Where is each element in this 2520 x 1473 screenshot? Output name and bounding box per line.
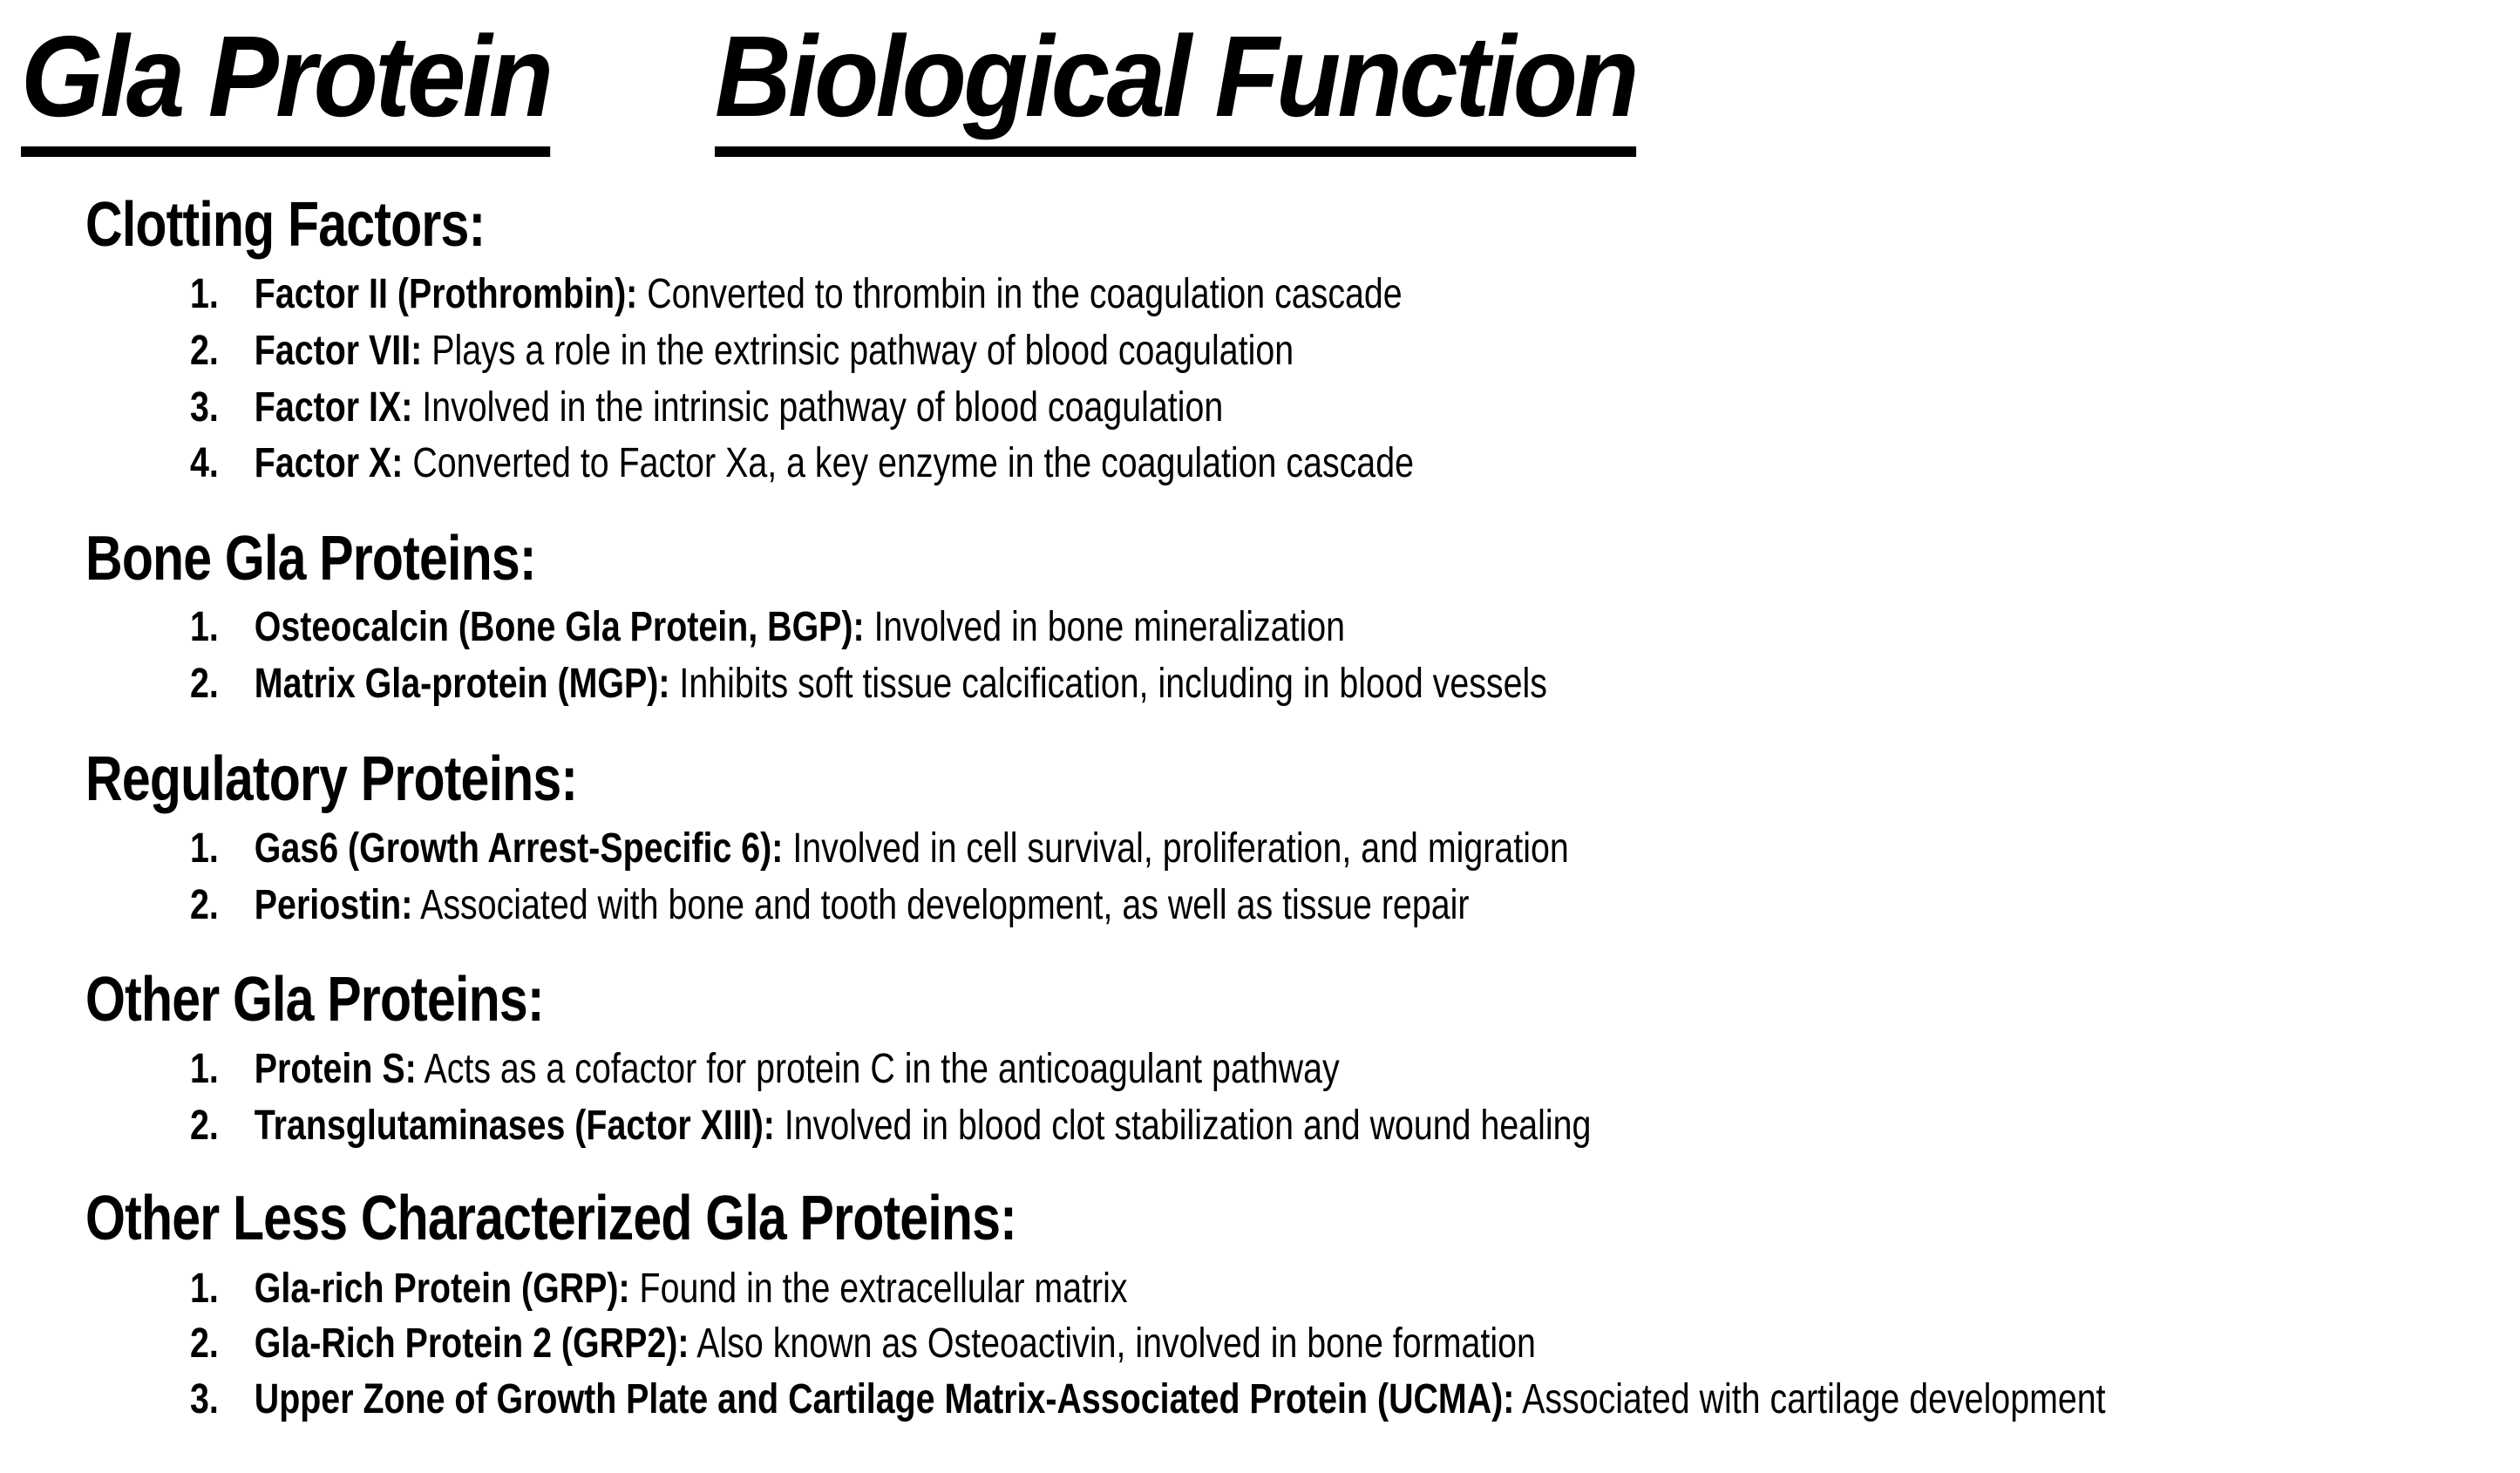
item-description: Converted to Factor Xa, a key enzyme in the coagulation cascade	[403, 440, 1414, 486]
list-item	[190, 440, 1414, 486]
section-heading-clotting-factors: Clotting Factors:	[85, 190, 486, 260]
list-item	[190, 384, 1224, 431]
list-item	[190, 1268, 1128, 1310]
item-description: Involved in blood clot stabilization and wound healing	[774, 1103, 1592, 1149]
item-number: 2.	[190, 328, 219, 374]
item-description: Plays a role in the extrinsic pathway of blood coagulation	[422, 328, 1294, 374]
item-number: 2.	[190, 1320, 219, 1367]
item-name: Osteocalcin (Bone Gla Protein, BGP):	[254, 604, 865, 650]
list-item	[190, 663, 1547, 705]
section-heading-regulatory-proteins: Regulatory Proteins:	[85, 744, 578, 814]
item-name: Gas6 (Growth Arrest-Specific 6):	[254, 825, 784, 872]
item-name: Factor IX:	[254, 384, 413, 431]
list-item	[190, 1320, 1536, 1367]
list-item	[190, 271, 1403, 317]
item-number: 3.	[190, 1376, 219, 1422]
item-number: 4.	[190, 440, 219, 486]
item-description: Converted to thrombin in the coagulation cascade	[637, 271, 1403, 317]
item-name: Factor VII:	[254, 328, 423, 374]
item-number: 1.	[190, 1266, 219, 1312]
item-name: Matrix Gla-protein (MGP):	[254, 661, 670, 707]
item-number: 2.	[190, 661, 219, 707]
item-description: Associated with bone and tooth development, as well as tissue repair	[412, 882, 1470, 928]
item-number: 1.	[190, 1046, 219, 1092]
item-name: Gla-Rich Protein 2 (GRP2):	[254, 1320, 689, 1367]
list-item	[190, 1105, 1591, 1147]
item-name: Periostin:	[254, 882, 413, 928]
item-name: Protein S:	[254, 1046, 417, 1092]
section-heading-other-gla-proteins: Other Gla Proteins:	[85, 965, 544, 1035]
item-number: 1.	[190, 825, 219, 872]
item-name: Gla-rich Protein (GRP):	[254, 1266, 630, 1312]
item-description: Inhibits soft tissue calcification, including in blood vessels	[669, 661, 1547, 707]
item-number: 2.	[190, 1103, 219, 1149]
list-item	[190, 330, 1294, 372]
item-description: Found in the extracellular matrix	[629, 1266, 1128, 1312]
item-description: Also known as Osteoactivin, involved in bone formation	[689, 1320, 1536, 1367]
item-name: Upper Zone of Growth Plate and Cartilage Matrix-Associated Protein (UCMA):	[254, 1376, 1515, 1422]
item-number: 2.	[190, 882, 219, 928]
title-gla-protein: Gla Protein	[21, 19, 550, 157]
list-item	[190, 1376, 2106, 1422]
list-item	[190, 882, 1470, 928]
item-description: Acts as a cofactor for protein C in the anticoagulant pathway	[416, 1046, 1340, 1092]
item-number: 1.	[190, 604, 219, 650]
item-number: 3.	[190, 384, 219, 431]
item-name: Transglutaminases (Factor XIII):	[254, 1103, 775, 1149]
item-number: 1.	[190, 271, 219, 317]
section-heading-bone-gla-proteins: Bone Gla Proteins:	[85, 524, 536, 594]
item-description: Associated with cartilage development	[1514, 1376, 2106, 1422]
item-name: Factor II (Prothrombin):	[254, 271, 638, 317]
item-description: Involved in cell survival, proliferation, and migration	[783, 825, 1569, 872]
list-item	[190, 1046, 1340, 1092]
title-biological-function: Biological Function	[715, 19, 1636, 157]
list-item	[190, 604, 1346, 650]
section-heading-other-less-characterized: Other Less Characterized Gla Proteins:	[85, 1184, 1016, 1253]
item-name: Factor X:	[254, 440, 404, 486]
item-description: Involved in bone mineralization	[864, 604, 1346, 650]
list-item	[190, 825, 1569, 872]
item-description: Involved in the intrinsic pathway of blood coagulation	[412, 384, 1224, 431]
